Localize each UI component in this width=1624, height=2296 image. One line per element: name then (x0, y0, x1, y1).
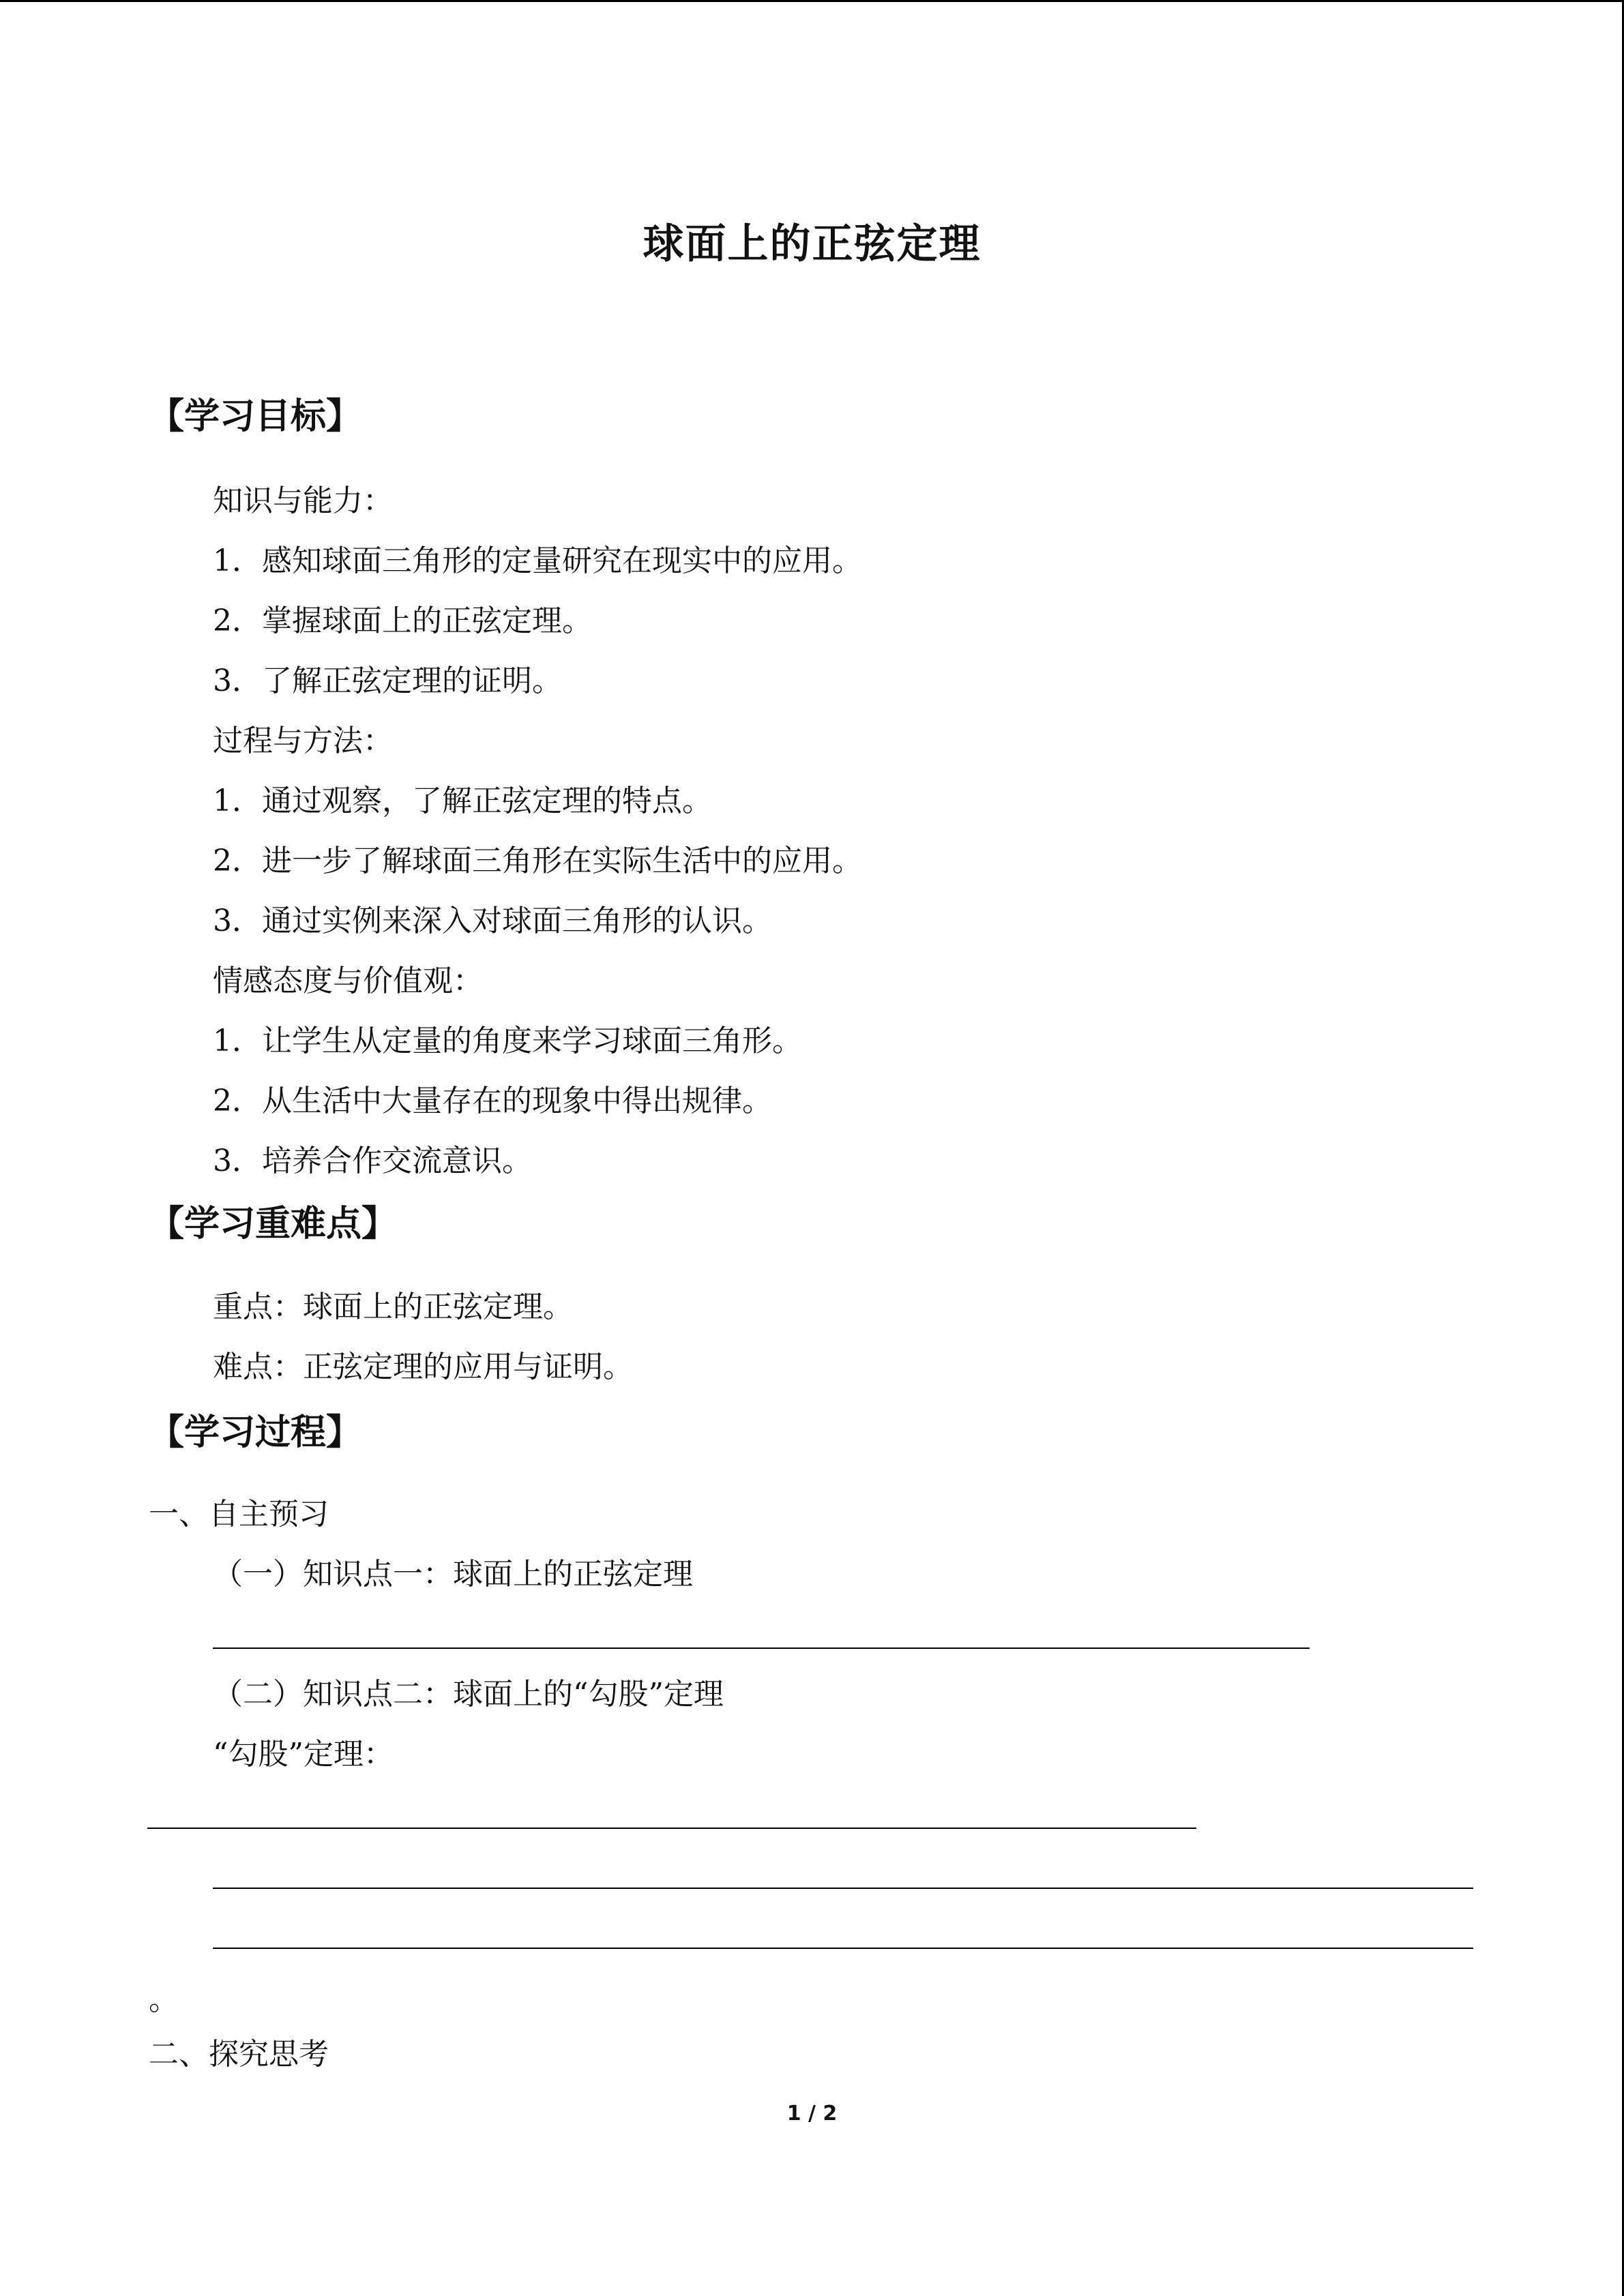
page-title: 球面上的正弦定理 (643, 220, 981, 268)
fill-in-blank-line[interactable] (213, 1648, 1310, 1649)
fill-in-blank-line[interactable] (213, 1948, 1473, 1949)
section-heading-objectives: 【学习目标】 (149, 396, 362, 437)
page-number: 1 / 2 (786, 2102, 838, 2126)
emotion-label: 情感态度与价值观： (213, 964, 483, 998)
emotion-item-3: 3．培养合作交流意识。 (213, 1144, 532, 1178)
knowledge-item-2: 2．掌握球面上的正弦定理。 (213, 603, 592, 638)
part2-title: 二、探究思考 (149, 2037, 329, 2072)
section-heading-process: 【学习过程】 (149, 1412, 362, 1453)
pythagoras-label: “勾股”定理： (213, 1737, 394, 1772)
knowledge-point-2: （二）知识点二：球面上的“勾股”定理 (213, 1677, 724, 1712)
section-heading-key-points: 【学习重难点】 (149, 1204, 398, 1244)
part1-title: 一、自主预习 (149, 1497, 329, 1532)
emotion-item-2: 2．从生活中大量存在的现象中得出规律。 (213, 1084, 772, 1118)
fill-in-blank-line[interactable] (213, 1888, 1473, 1889)
process-label: 过程与方法： (213, 724, 393, 758)
knowledge-item-3: 3．了解正弦定理的证明。 (213, 664, 562, 698)
process-item-1: 1．通过观察，了解正弦定理的特点。 (213, 784, 712, 818)
knowledge-item-1: 1．感知球面三角形的定量研究在现实中的应用。 (213, 543, 862, 578)
process-item-2: 2．进一步了解球面三角形在实际生活中的应用。 (213, 844, 862, 878)
knowledge-point-1: （一）知识点一：球面上的正弦定理 (213, 1557, 693, 1592)
process-item-3: 3．通过实例来深入对球面三角形的认识。 (213, 904, 772, 938)
difficulty-point: 难点：正弦定理的应用与证明。 (213, 1350, 633, 1384)
knowledge-label: 知识与能力： (213, 483, 393, 518)
trailing-period: 。 (149, 1982, 179, 2017)
fill-in-blank-line[interactable] (147, 1828, 1196, 1829)
emotion-item-1: 1．让学生从定量的角度来学习球面三角形。 (213, 1024, 802, 1058)
focus-point: 重点：球面上的正弦定理。 (213, 1289, 573, 1324)
